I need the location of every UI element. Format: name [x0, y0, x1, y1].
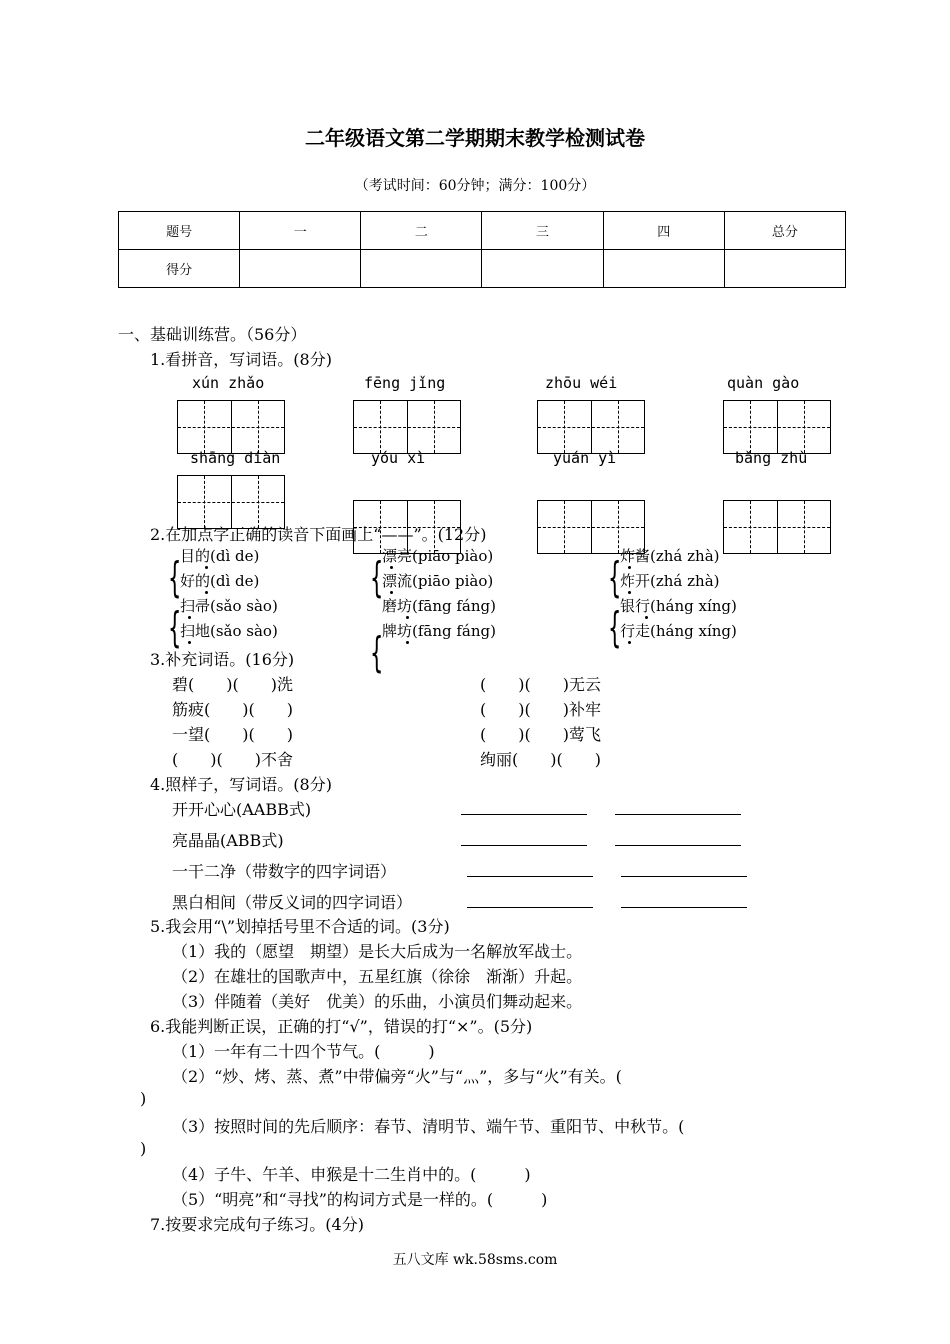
question-label: 2.在加点字正确的读音下面画上“——”。(12分) [150, 525, 487, 544]
score-cell[interactable] [482, 250, 603, 288]
question-label: 4.照样子，写词语。(8分) [150, 775, 332, 794]
reading-item: 漂流(piāo piào) [382, 572, 494, 590]
table-row [119, 250, 846, 288]
emphasis-dot [390, 591, 393, 594]
pinyin: yuán yì [553, 449, 617, 467]
reading-item: 漂亮(piāo piào) [382, 547, 494, 565]
fill-blank-item[interactable]: 一望( )( ) [172, 725, 293, 744]
judge-item-continued: ) [140, 1139, 147, 1158]
answer-line[interactable] [621, 876, 747, 877]
emphasis-dot [645, 616, 648, 619]
answer-line[interactable] [467, 876, 593, 877]
table-header-cell: 二 [361, 212, 482, 250]
sentence-item: （2）在雄壮的国歌声中，五星红旗（徐徐 渐渐）升起。 [172, 967, 583, 986]
judge-item[interactable]: （1）一年有二十四个节气。( ) [172, 1042, 435, 1061]
emphasis-dot [628, 641, 631, 644]
emphasis-dot [406, 641, 409, 644]
pinyin: fēng jǐng [364, 374, 446, 392]
table-row [119, 212, 846, 250]
reading-item: 炸酱(zhá zhà) [620, 547, 720, 565]
reading-item: 炸开(zhá zhà) [620, 572, 720, 590]
fill-blank-item[interactable]: ( )( )无云 [480, 675, 601, 694]
example-word: 黑白相间（带反义词的四字词语） [172, 893, 413, 912]
question-label: 7.按要求完成句子练习。(4分) [150, 1215, 364, 1234]
fill-blank-item[interactable]: ( )( )不舍 [172, 750, 293, 769]
emphasis-dot [205, 566, 208, 569]
table-row-label: 得分 [119, 250, 240, 288]
writing-grid[interactable] [177, 400, 285, 454]
question-label: 6.我能判断正误，正确的打“√”，错误的打“×”。(5分) [150, 1017, 533, 1036]
score-cell[interactable] [240, 250, 361, 288]
reading-item: 行走(háng xíng) [620, 622, 737, 640]
answer-line[interactable] [467, 907, 593, 908]
emphasis-dot [390, 566, 393, 569]
emphasis-dot [188, 616, 191, 619]
table-header-cell: 一 [240, 212, 361, 250]
pinyin: zhōu wéi [545, 374, 618, 392]
judge-item[interactable]: （5）“明亮”和“寻找”的构词方式是一样的。( ) [172, 1190, 548, 1209]
reading-item: 牌坊(fāng fáng) [382, 622, 496, 640]
answer-line[interactable] [615, 814, 741, 815]
brace: { [370, 553, 384, 602]
fill-blank-item[interactable]: 筋疲( )( ) [172, 700, 293, 719]
exam-info: （考试时间：60分钟；满分：100分） [354, 178, 596, 194]
emphasis-dot [188, 641, 191, 644]
example-word: 一干二净（带数字的四字词语） [172, 862, 397, 881]
page-title: 二年级语文第二学期期末教学检测试卷 [305, 126, 645, 150]
score-cell[interactable] [724, 250, 845, 288]
example-word: 开开心心(AABB式) [172, 800, 312, 819]
reading-item: 扫帚(sǎo sào) [180, 597, 278, 615]
fill-blank-item[interactable]: ( )( )补牢 [480, 700, 601, 719]
footer-watermark: 五八文库 wk.58sms.com [392, 1252, 558, 1268]
score-cell[interactable] [603, 250, 724, 288]
fill-blank-item[interactable]: 绚丽( )( ) [480, 750, 601, 769]
pinyin: xún zhǎo [192, 374, 265, 392]
reading-item: 磨坊(fāng fáng) [382, 597, 496, 615]
pinyin: yóu xì [371, 449, 426, 467]
brace: { [370, 628, 384, 677]
writing-grid[interactable] [353, 400, 461, 454]
writing-grid[interactable] [723, 500, 831, 554]
emphasis-dot [205, 591, 208, 594]
brace: { [168, 553, 182, 602]
table-header-cell: 总分 [724, 212, 845, 250]
answer-line[interactable] [615, 845, 741, 846]
example-word: 亮晶晶(ABB式) [172, 831, 284, 850]
brace: { [168, 603, 182, 652]
score-table [118, 211, 846, 288]
reading-item: 好的(dì de) [180, 572, 260, 590]
reading-item: 银行(háng xíng) [620, 597, 737, 615]
pinyin: quàn gào [727, 374, 800, 392]
judge-item[interactable]: （4）子牛、午羊、申猴是十二生肖中的。( ) [172, 1165, 531, 1184]
emphasis-dot [406, 616, 409, 619]
section-heading: 一、基础训练营。（56分） [118, 325, 307, 344]
judge-item[interactable]: （2）“炒、烤、蒸、煮”中带偏旁“火”与“灬”，多与“火”有关。( [172, 1067, 622, 1086]
reading-item: 目的(dì de) [180, 547, 260, 565]
writing-grid[interactable] [723, 400, 831, 454]
emphasis-dot [628, 591, 631, 594]
answer-line[interactable] [461, 845, 587, 846]
pinyin: bǎng zhù [735, 449, 808, 467]
table-header-cell: 题号 [119, 212, 240, 250]
judge-item-continued: ) [140, 1089, 147, 1108]
sentence-item: （3）伴随着（美好 优美）的乐曲，小演员们舞动起来。 [172, 992, 583, 1011]
brace: { [608, 603, 622, 652]
answer-line[interactable] [461, 814, 587, 815]
sentence-item: （1）我的（愿望 期望）是长大后成为一名解放军战士。 [172, 942, 583, 961]
emphasis-dot [628, 566, 631, 569]
table-header-cell: 三 [482, 212, 603, 250]
writing-grid[interactable] [177, 475, 285, 529]
reading-item: 扫地(sǎo sào) [180, 622, 278, 640]
question-label: 5.我会用“\”划掉括号里不合适的词。(3分) [150, 917, 450, 936]
question-label: 1.看拼音，写词语。(8分) [150, 350, 332, 369]
answer-line[interactable] [621, 907, 747, 908]
fill-blank-item[interactable]: ( )( )莺飞 [480, 725, 601, 744]
fill-blank-item[interactable]: 碧( )( )洗 [172, 675, 293, 694]
judge-item[interactable]: （3）按照时间的先后顺序：春节、清明节、端午节、重阳节、中秋节。( [172, 1117, 685, 1136]
question-label: 3.补充词语。(16分) [150, 650, 295, 669]
table-header-cell: 四 [603, 212, 724, 250]
pinyin: shāng diàn [190, 449, 281, 467]
writing-grid[interactable] [537, 400, 645, 454]
brace: { [608, 553, 622, 602]
score-cell[interactable] [361, 250, 482, 288]
